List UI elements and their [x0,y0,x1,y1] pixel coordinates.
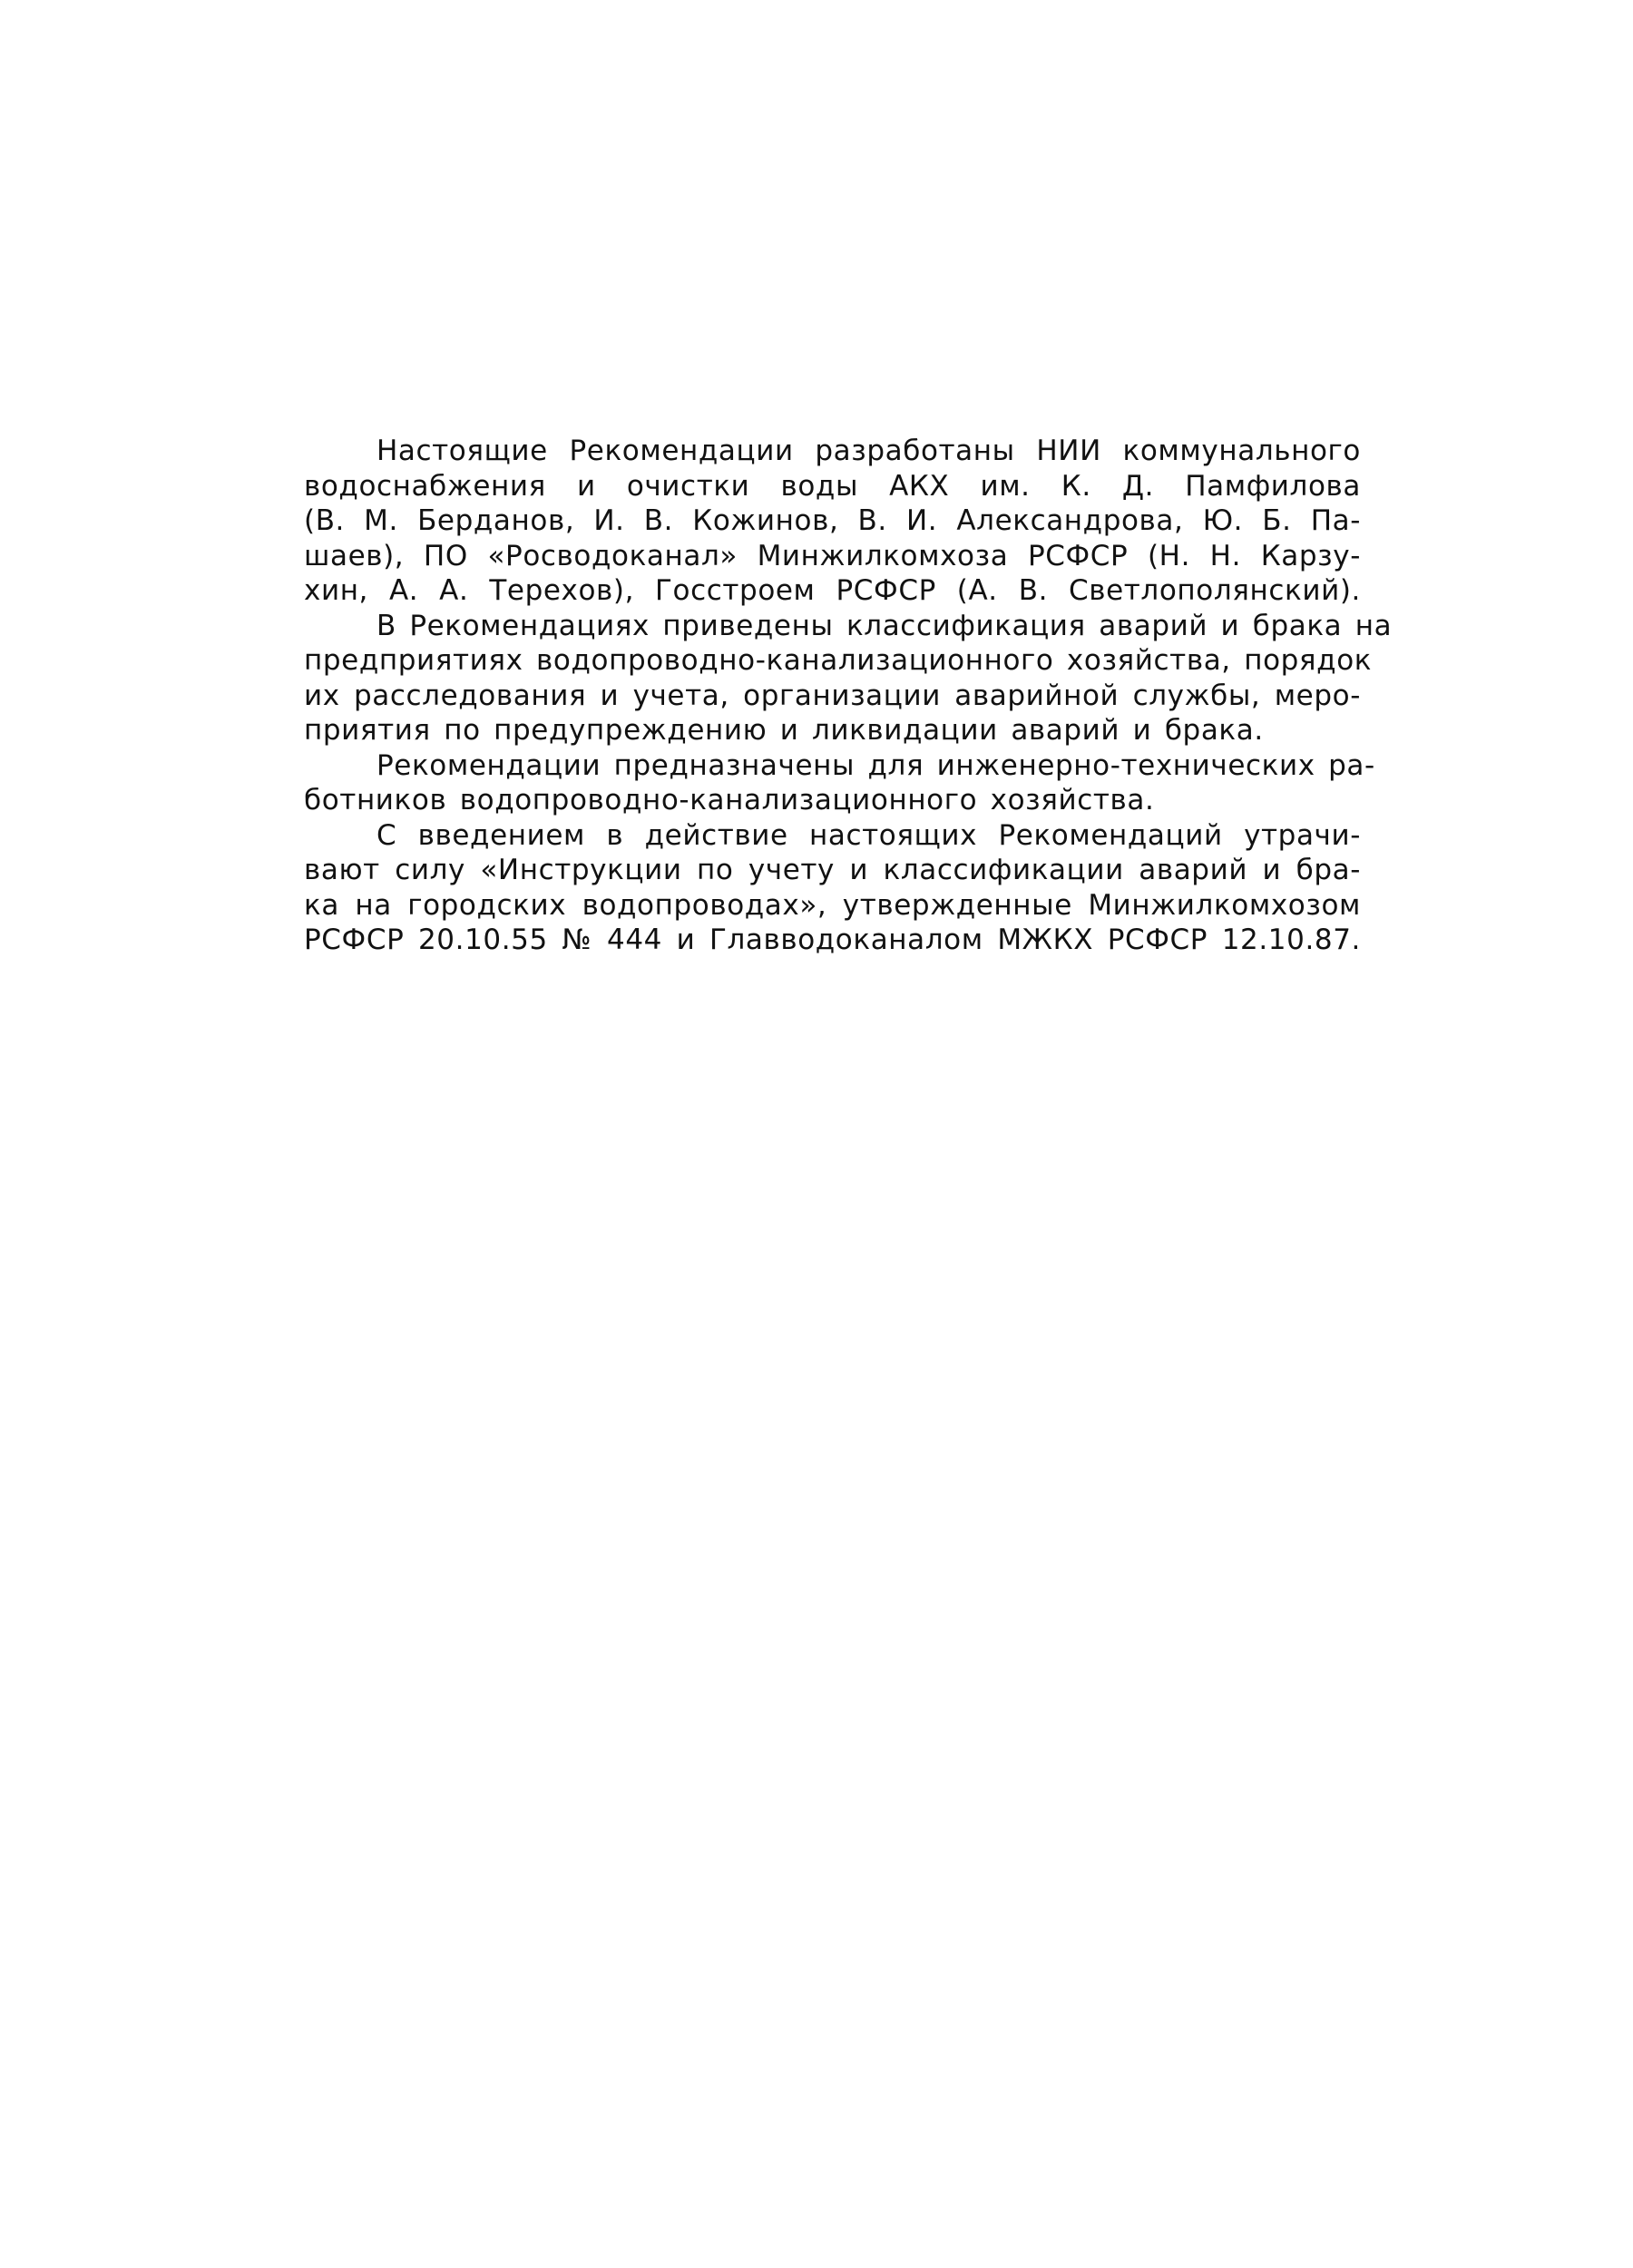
text-line: водоснабжения и очистки воды АКХ им. К. Д. Памфилова [304,469,1361,503]
text-line: приятия по предупреждению и ликвидации аварий и брака. [304,714,1264,747]
text-line: предприятиях водопроводно-канализационного хозяйства, порядок [304,644,1373,677]
paragraph-audience [231,748,1375,818]
text-line: вают силу «Инструкции по учету и классификации аварий и бра- [304,854,1361,886]
text-line: ботников водопроводно-канализационного хозяйства. [304,784,1155,816]
paragraph-contents [231,609,1393,748]
text-line: В Рекомендациях приведены классификация аварий и брака на [376,609,1393,642]
text-line: их расследования и учета, организации аварийной службы, меро- [304,679,1361,712]
text-line: РСФСР 20.10.55 № 444 и Главводоканалом МЖКХ РСФСР 12.10.87. [304,924,1361,956]
paragraph-authors [231,434,1361,609]
text-line: (В. М. Берданов, И. В. Кожинов, В. И. Александрова, Ю. Б. Па- [304,504,1361,537]
text-line: Рекомендации предназначены для инженерно-технических ра- [376,748,1375,782]
text-line: С введением в действие настоящих Рекомендаций утрачи- [376,818,1361,852]
text-line: ка на городских водопроводах», утвержденные Минжилкомхозом [304,888,1361,922]
paragraph-supersedes [231,818,1361,958]
document-text-block [231,434,1393,958]
text-line: хин, А. А. Терехов), Госстроем РСФСР (А. В. Светлополянский). [304,574,1361,607]
text-line: шаев), ПО «Росводоканал» Минжилкомхоза РСФСР (Н. Н. Карзу- [304,539,1361,572]
text-line: Настоящие Рекомендации разработаны НИИ коммунального [376,435,1361,467]
